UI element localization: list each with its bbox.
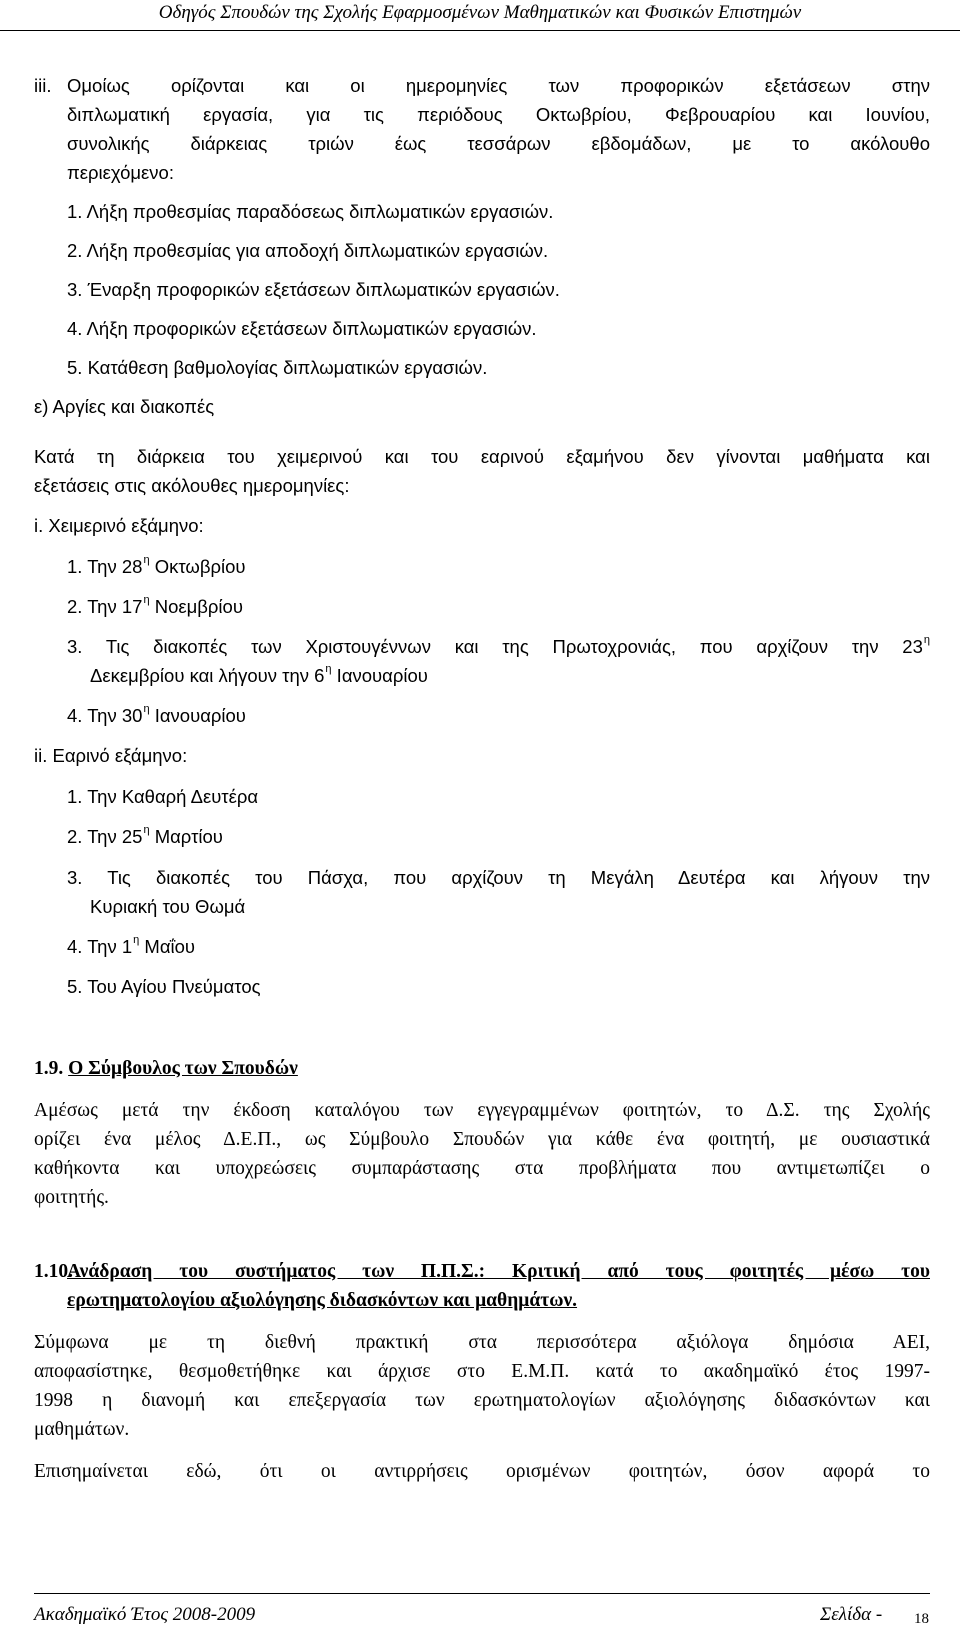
paragraph-line: φοιτητής. xyxy=(34,1187,109,1208)
winter-semester-title: i. Χειμερινό εξάμηνο: xyxy=(34,515,204,536)
holiday-item: 4. Την $30^\eta$ Ιανουαρίου xyxy=(67,703,246,726)
paragraph-line: καθήκοντα και υποχρεώσεις συμπαράστασης στα προβλήματα που αντιμετωπίζει ο xyxy=(34,1158,930,1179)
section-1-9-heading: 1.9. Ο Σύμβουλος των Σπουδών xyxy=(34,1058,298,1079)
step-item: 5. Κατάθεση βαθμολογίας διπλωματικών εργασιών. xyxy=(67,357,488,378)
header-rule xyxy=(0,30,960,31)
running-header: Οδηγός Σπουδών της Σχολής Εφαρμοσμένων Μαθηματικών και Φυσικών Επιστημών xyxy=(158,2,802,23)
step-item: 4. Λήξη προφορικών εξετάσεων διπλωματικών εργασιών. xyxy=(67,318,537,339)
paragraph-line: Αμέσως μετά την έκδοση καταλόγου των εγγεγραμμένων φοιτητών, το Δ.Σ. της Σχολής xyxy=(34,1100,930,1121)
item-iii-line: διπλωματική εργασία, για τις περιόδους Οκτωβρίου, Φεβρουαρίου και Ιουνίου, xyxy=(67,104,930,125)
section-e-intro-line: εξετάσεις στις ακόλουθες ημερομηνίες: xyxy=(34,475,350,496)
holiday-item: 1. Την $28^\eta$ Οκτωβρίου xyxy=(67,554,246,577)
step-item: 1. Λήξη προθεσμίας παραδόσεως διπλωματικών εργασιών. xyxy=(67,201,554,222)
holiday-item: 1. Την Καθαρή Δευτέρα xyxy=(67,786,259,807)
academic-year: Ακαδημαϊκό Έτος 2008-2009 xyxy=(34,1604,256,1625)
step-item: 3. Έναρξη προφορικών εξετάσεων διπλωματικών εργασιών. xyxy=(67,279,560,300)
section-e-intro-line: Κατά τη διάρκεια του χειμερινού και του εαρινού εξαμήνου δεν γίνονται μαθήματα και xyxy=(34,446,930,467)
footer-rule xyxy=(34,1593,930,1594)
holiday-item: 2. Την $25^\eta$ Μαρτίου xyxy=(67,824,223,847)
holiday-item-continuation: Δεκεμβρίου και λήγουν την $6^\eta$ Ιανουαρίου xyxy=(90,663,428,686)
item-iii-line: περιεχόμενο: xyxy=(67,162,174,183)
spring-semester-title: ii. Εαρινό εξάμηνο: xyxy=(34,745,188,766)
paragraph-line: 1998 η διανομή και επεξεργασία των ερωτηματολογίων αξιολόγησης διδασκόντων και xyxy=(34,1390,930,1411)
section-1-10-title: Ανάδραση του συστήματος των Π.Π.Σ.: Κριτική από τους φοιτητές μέσω του xyxy=(67,1261,930,1282)
section-e-title: ε) Αργίες και διακοπές xyxy=(34,396,215,417)
page-number: 18 xyxy=(914,1611,929,1627)
step-item: 2. Λήξη προθεσμίας για αποδοχή διπλωματικών εργασιών. xyxy=(67,240,549,261)
holiday-item: 3. Τις διακοπές των Χριστουγέννων και της Πρωτοχρονιάς, που αρχίζουν την $23^\eta$ xyxy=(67,634,930,657)
holiday-item: 2. Την $17^\eta$ Νοεμβρίου xyxy=(67,594,243,617)
paragraph-line: Επισημαίνεται εδώ, ότι οι αντιρρήσεις ορισμένων φοιτητών, όσον αφορά το xyxy=(34,1461,930,1482)
holiday-item: 4. Την $1^\eta$ Μαΐου xyxy=(67,934,196,957)
section-1-10-number: 1.10. xyxy=(34,1261,73,1282)
holiday-item: 3. Τις διακοπές του Πάσχα, που αρχίζουν τη Μεγάλη Δευτέρα και λήγουν την xyxy=(67,867,930,888)
section-1-10-title: ερωτηματολογίου αξιολόγησης διδασκόντων και μαθημάτων. xyxy=(67,1290,578,1311)
paragraph-line: αποφασίστηκε, θεσμοθετήθηκε και άρχισε στο Ε.Μ.Π. κατά το ακαδημαϊκό έτος 1997- xyxy=(34,1361,930,1382)
holiday-item: 5. Του Αγίου Πνεύματος xyxy=(67,976,261,997)
paragraph-line: Σύμφωνα με τη διεθνή πρακτική στα περισσότερα αξιόλογα δημόσια ΑΕΙ, xyxy=(34,1332,930,1353)
paragraph-line: μαθημάτων. xyxy=(34,1419,130,1440)
holiday-item-continuation: Κυριακή του Θωμά xyxy=(90,896,246,917)
item-iii-line: Ομοίως ορίζονται και οι ημερομηνίες των προφορικών εξετάσεων στην xyxy=(67,75,930,96)
paragraph-line: ορίζει ένα μέλος Δ.Ε.Π., ως Σύμβουλο Σπουδών για κάθε ένα φοιτητή, με ουσιαστικά xyxy=(34,1129,930,1150)
item-iii-line: συνολικής διάρκειας τριών έως τεσσάρων εβδομάδων, με το ακόλουθο xyxy=(67,133,930,154)
page-label: Σελίδα - xyxy=(820,1604,883,1625)
item-iii-label: iii. xyxy=(34,75,52,96)
